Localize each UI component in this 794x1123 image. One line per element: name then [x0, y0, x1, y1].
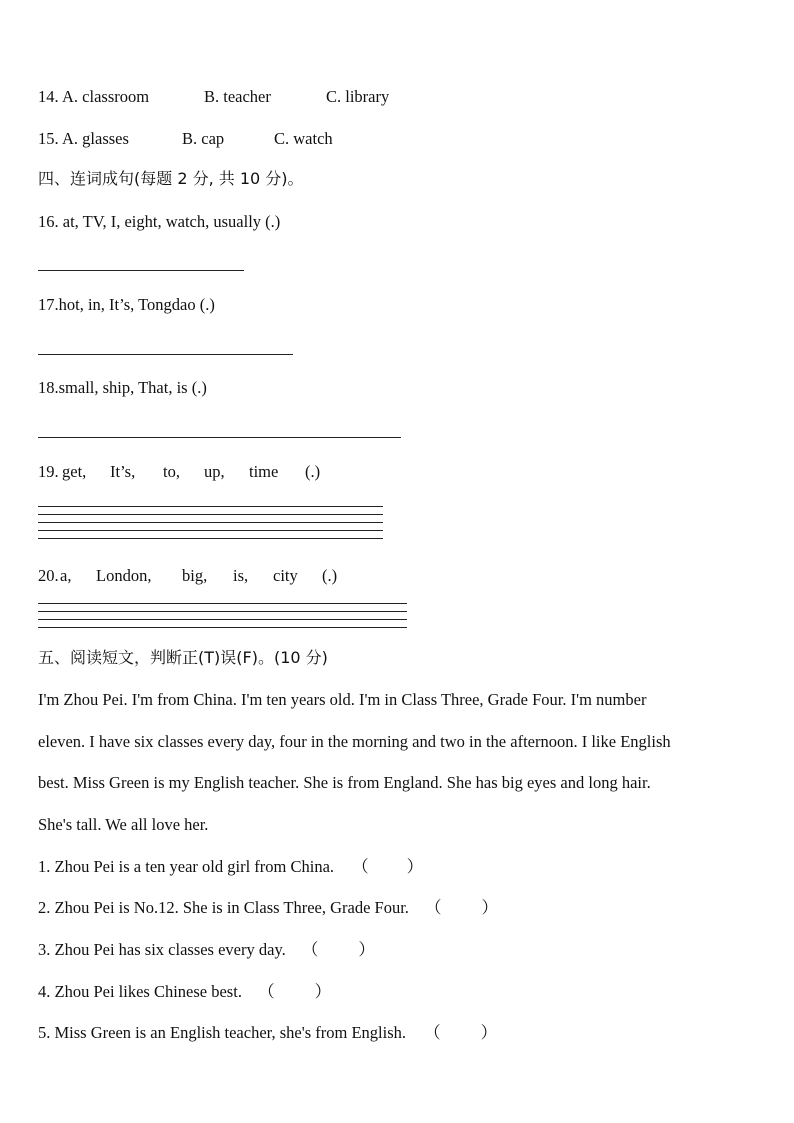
- option-b: B. cap: [182, 129, 225, 148]
- passage-line: She's tall. We all love her.: [38, 815, 209, 834]
- answer-line: [38, 437, 401, 438]
- question-18: 18.small, ship, That, is (.): [38, 378, 207, 397]
- answer-paren-close: ）: [480, 1023, 498, 1042]
- tf-question-3: [38, 940, 375, 960]
- tf-question-5: [38, 1023, 497, 1043]
- answer-line: [38, 354, 293, 355]
- answer-paren-open: （: [352, 857, 369, 876]
- tf-question-text: 1. Zhou Pei is a ten year old girl from China.: [38, 857, 335, 876]
- word-token: up,: [204, 462, 225, 481]
- word-token: (.): [322, 566, 338, 585]
- passage-line: I'm Zhou Pei. I'm from China. I'm ten years old. I'm in Class Three, Grade Four. I'm number: [38, 690, 647, 709]
- word-token: time: [249, 462, 279, 481]
- word-token: big,: [182, 566, 208, 585]
- tf-question-2: [38, 898, 498, 918]
- answer-paren-close: ）: [358, 940, 375, 959]
- word-token: London,: [96, 566, 152, 585]
- section-4-title: 四、连词成句(每题 2 分, 共 10 分)。: [38, 169, 304, 188]
- answer-paren-close: ）: [314, 982, 332, 1001]
- option-c: C. watch: [274, 129, 333, 148]
- question-number: 14.: [38, 87, 59, 106]
- answer-line: [38, 611, 407, 612]
- answer-paren-close: ）: [406, 857, 424, 876]
- tf-question-4: [38, 982, 331, 1002]
- question-number: 20.: [38, 566, 59, 585]
- answer-line: [38, 514, 383, 515]
- section-5-title: 五、阅读短文，判断正(T)误(F)。(10 分): [38, 648, 328, 667]
- question-number: 19.: [38, 462, 59, 481]
- passage-line: eleven. I have six classes every day, four in the morning and two in the afternoon. I like English: [38, 732, 671, 751]
- word-token: city: [273, 566, 298, 585]
- answer-line: [38, 538, 383, 539]
- tf-question-text: 3. Zhou Pei has six classes every day.: [38, 940, 286, 959]
- word-token: to,: [163, 462, 180, 481]
- answer-line: [38, 627, 407, 628]
- word-token: is,: [233, 566, 249, 585]
- question-15: [38, 129, 333, 149]
- option-b: B. teacher: [204, 87, 271, 106]
- question-19: [38, 462, 320, 482]
- answer-paren-open: （: [424, 1023, 441, 1042]
- word-token: get,: [62, 462, 87, 481]
- question-number: 15.: [38, 129, 59, 148]
- passage-line: best. Miss Green is my English teacher. She is from England. She has big eyes and long hair.: [38, 773, 651, 792]
- answer-line: [38, 530, 383, 531]
- question-16: 16. at, TV, I, eight, watch, usually (.): [38, 212, 281, 231]
- question-17: 17.hot, in, It’s, Tongdao (.): [38, 295, 215, 314]
- answer-line: [38, 506, 383, 507]
- option-a: A. glasses: [62, 129, 129, 148]
- answer-paren-close: ）: [481, 898, 499, 917]
- question-20: [38, 566, 337, 586]
- tf-question-1: [38, 857, 423, 877]
- word-token: It’s,: [110, 462, 136, 481]
- answer-line: [38, 603, 407, 604]
- word-token: a,: [60, 566, 72, 585]
- answer-paren-open: （: [258, 982, 275, 1001]
- option-c: C. library: [326, 87, 390, 106]
- answer-paren-open: （: [425, 898, 442, 917]
- answer-line: [38, 619, 407, 620]
- tf-question-text: 2. Zhou Pei is No.12. She is in Class Three, Grade Four.: [38, 898, 409, 917]
- answer-line: [38, 270, 244, 271]
- tf-question-text: 5. Miss Green is an English teacher, she's from English.: [38, 1023, 406, 1042]
- tf-question-text: 4. Zhou Pei likes Chinese best.: [38, 982, 242, 1001]
- question-14: [38, 87, 389, 107]
- option-a: A. classroom: [62, 87, 150, 106]
- word-token: (.): [305, 462, 321, 481]
- answer-line: [38, 522, 383, 523]
- answer-paren-open: （: [301, 940, 319, 959]
